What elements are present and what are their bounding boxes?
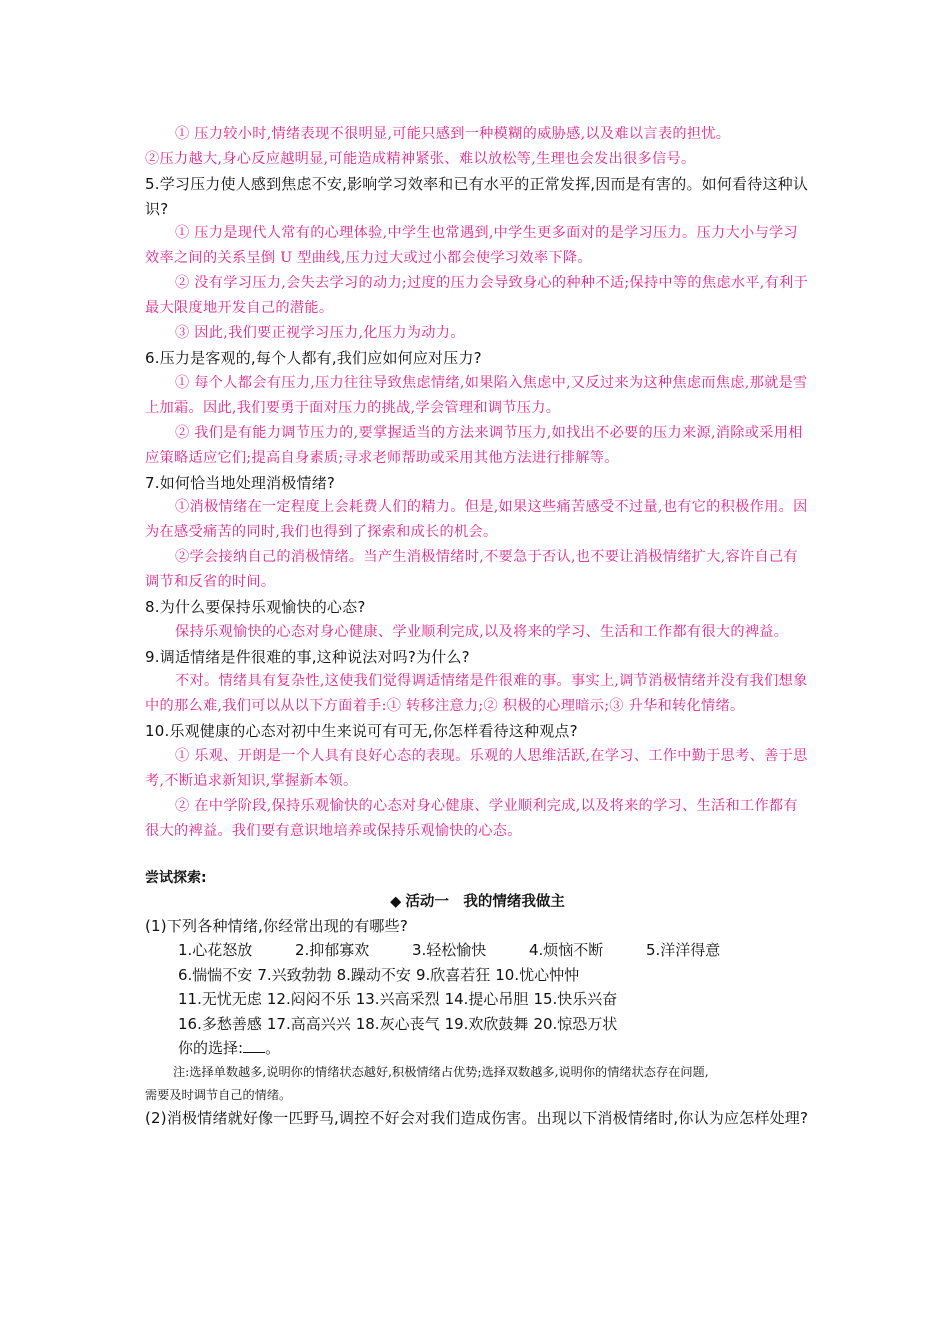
question-8: 8.为什么要保持乐观愉快的心态? [145, 598, 366, 616]
question-6: 6.压力是客观的,每个人都有,我们应如何应对压力? [145, 349, 482, 367]
emotion-option: 4.烦恼不断 [529, 941, 604, 959]
emotion-option: 1.心花怒放 [178, 941, 253, 959]
section-spacer [145, 844, 810, 866]
exercise-question-2: (2)消极情绪就好像一匹野马,调控不好会对我们造成伤害。出现以下消极情绪时,你认为应怎样处理? [145, 1109, 809, 1127]
emotion-row [145, 938, 810, 963]
answer-paragraph: ③ 因此,我们要正视学习压力,化压力为动力。 [175, 325, 465, 341]
emotion-option: 14.提心吊胆 [444, 990, 529, 1008]
answer-paragraph: ②压力越大,身心反应越明显,可能造成精神紧张、难以放松等,生理也会发出很多信号。 [145, 151, 696, 167]
answer-paragraph: ①消极情绪在一定程度上会耗费人们的精力。但是,如果这些痛苦感受不过量,也有它的积极作用。因为在感受痛苦的同时,我们也得到了探索和成长的机会。 [145, 499, 808, 540]
answer-paragraph: 保持乐观愉快的心态对身心健康、学业顺利完成,以及将来的学习、生活和工作都有很大的裨益。 [175, 623, 789, 640]
note-line: 需要及时调节自己的情绪。 [145, 1088, 292, 1102]
emotion-option: 15.快乐兴奋 [533, 990, 618, 1008]
emotion-option: 12.闷闷不乐 [266, 990, 351, 1008]
question-9: 9.调适情绪是件很难的事,这种说法对吗?为什么? [145, 647, 470, 666]
emotion-option: 19.欢欣鼓舞 [444, 1014, 529, 1033]
exercise-question-1: (1)下列各种情绪,你经常出现的有哪些? [145, 916, 408, 935]
activity-title-text: 活动一 我的情绪我做主 [405, 893, 565, 910]
note-line: 注:选择单数越多,说明你的情绪状态越好,积极情绪占优势;选择双数越多,说明你的情绪状态存在问题, [173, 1065, 709, 1079]
question-5: 5.学习压力使人感到焦虑不安,影响学习效率和已有水平的正常发挥,因而是有害的。如何看待这种认识? [145, 175, 809, 218]
emotion-option: 5.洋洋得意 [646, 941, 721, 959]
choice-end: 。 [265, 1039, 281, 1057]
emotion-option: 9.欣喜若狂 [415, 965, 491, 984]
answer-paragraph: ② 我们是有能力调节压力的,要掌握适当的方法来调节压力,如找出不必要的压力来源,消除或采用相应策略适应它们;提高自身素质;寻求老师帮助或采用其他方法进行排解等。 [145, 424, 803, 466]
question-10: 10.乐观健康的心态对初中生来说可有可无,你怎样看待这种观点? [145, 722, 578, 740]
emotion-row [145, 987, 810, 1012]
diamond-icon: ◆ [390, 893, 402, 910]
emotion-option: 6.惴惴不安 [178, 965, 253, 984]
emotion-option: 8.躁动不安 [336, 965, 411, 984]
document-content [145, 122, 810, 1131]
emotion-row [145, 1012, 810, 1037]
emotion-option: 3.轻松愉快 [412, 941, 487, 959]
emotion-option: 18.灰心丧气 [355, 1014, 440, 1033]
answer-paragraph: ① 压力是现代人常有的心理体验,中学生也常遇到,中学生更多面对的是学习压力。压力大小与学习效率之间的关系呈倒 U 型曲线,压力过大或过小都会使学习效率下降。 [145, 225, 798, 266]
answer-paragraph: ① 乐观、开朗是一个人具有良好心态的表现。乐观的人思维活跃,在学习、工作中勤于思考、善于思考,不断追求新知识,掌握新本领。 [145, 747, 808, 789]
choice-blank[interactable] [243, 1038, 265, 1053]
activity-title [145, 890, 810, 914]
emotion-option: 13.兴高采烈 [355, 990, 440, 1008]
emotion-row [145, 963, 810, 988]
answer-paragraph: ② 没有学习压力,会失去学习的动力;过度的压力会导致身心的种种不适;保持中等的焦虑水平,有利于最大限度地开发自己的潜能。 [145, 275, 809, 316]
explore-heading: 尝试探索: [145, 869, 207, 886]
emotion-option: 20.惊恐万状 [533, 1014, 618, 1033]
choice-line [145, 1036, 810, 1061]
emotion-option: 7.兴致勃勃 [257, 965, 332, 984]
emotion-option: 11.无忧无虑 [178, 990, 262, 1008]
answer-paragraph: ① 每个人都会有压力,压力往往导致焦虑情绪,如果陷入焦虑中,又反过来为这种焦虑而焦虑,那就是雪上加霜。因此,我们要勇于面对压力的挑战,学会管理和调节压力。 [145, 374, 808, 416]
emotion-option: 17.高高兴兴 [266, 1014, 351, 1033]
answer-paragraph: ① 压力较小时,情绪表现不很明显,可能只感到一种模糊的威胁感,以及难以言表的担忧。 [175, 126, 731, 142]
choice-label: 你的选择: [178, 1039, 244, 1057]
emotion-option: 16.多愁善感 [178, 1014, 262, 1033]
answer-paragraph: ② 在中学阶段,保持乐观愉快的心态对身心健康、学业顺利完成,以及将来的学习、生活和工作都有很大的裨益。我们要有意识地培养或保持乐观愉快的心态。 [145, 797, 798, 839]
emotion-option: 2.抑郁寡欢 [295, 941, 370, 959]
answer-paragraph: 不对。情绪具有复杂性,这使我们觉得调适情绪是件很难的事。事实上,调节消极情绪并没有我们想象中的那么难,我们可以从以下方面着手:① 转移注意力;② 积极的心理暗示;③ 升华和转化情绪。 [145, 673, 808, 714]
emotion-option: 10.忧心忡忡 [495, 965, 580, 984]
answer-paragraph: ②学会接纳自己的消极情绪。当产生消极情绪时,不要急于否认,也不要让消极情绪扩大,容许自己有调节和反省的时间。 [145, 549, 798, 590]
question-7: 7.如何恰当地处理消极情绪? [145, 473, 336, 492]
